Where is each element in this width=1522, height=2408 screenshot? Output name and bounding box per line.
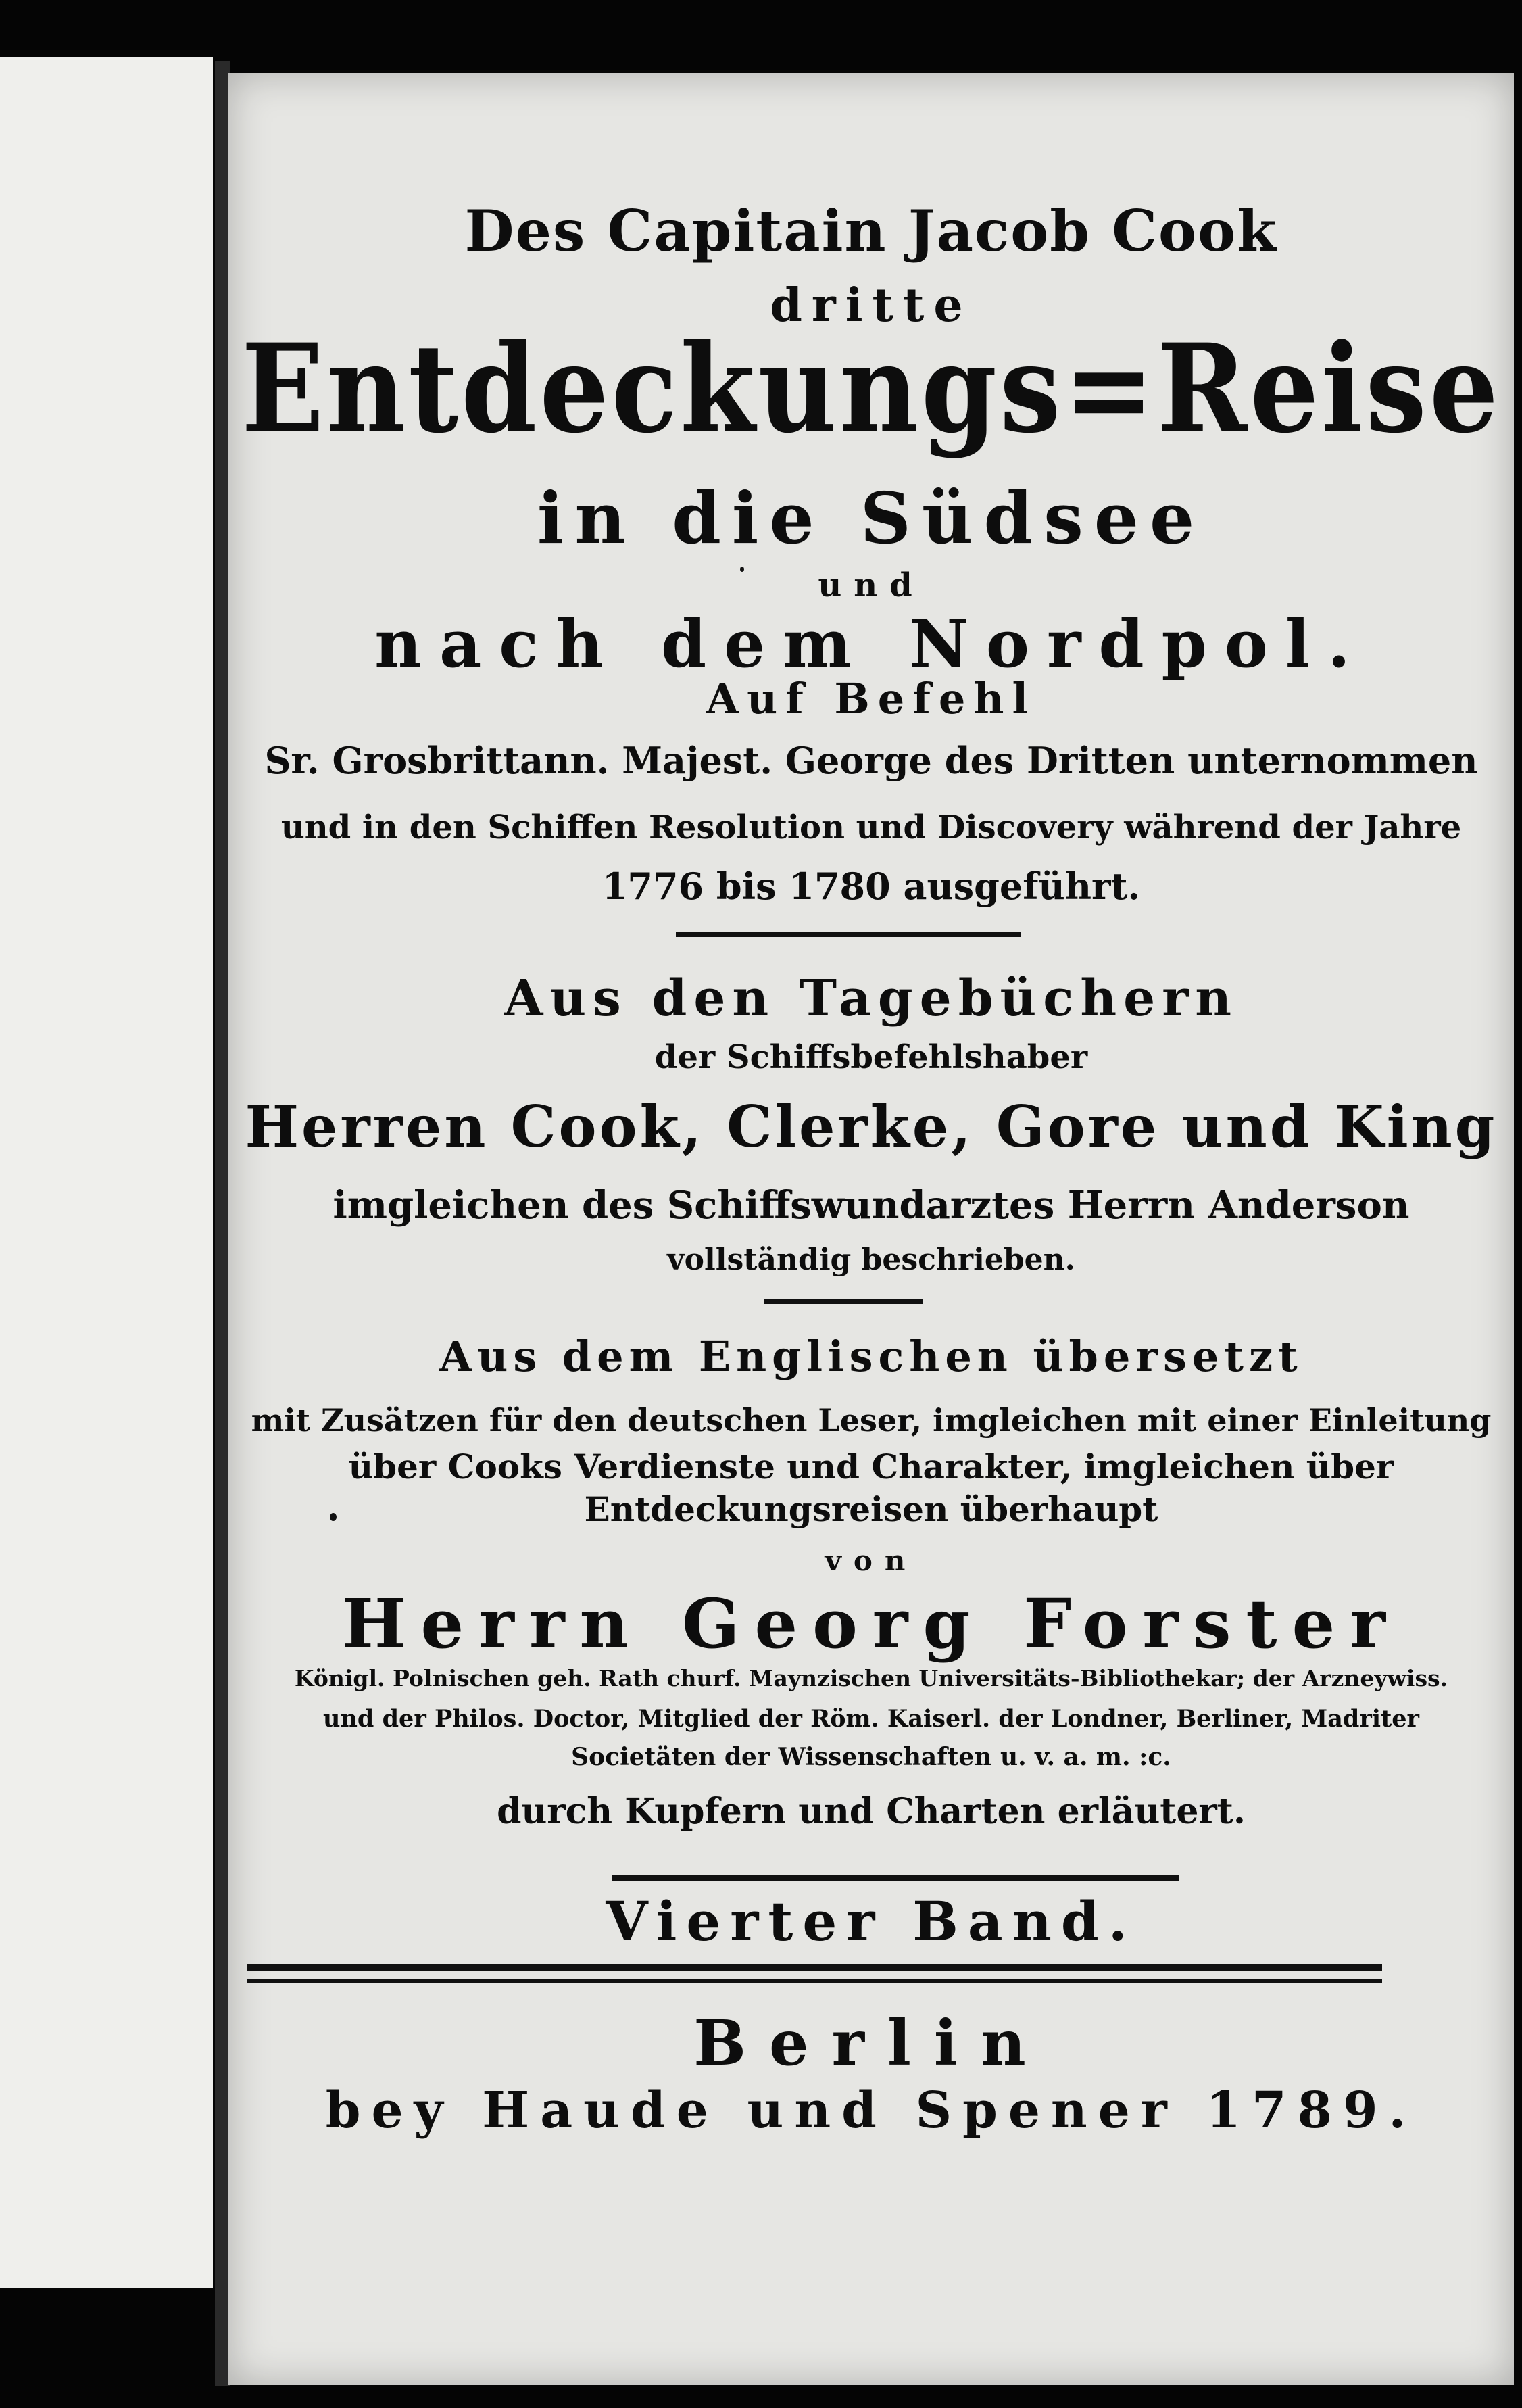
commission-line-3: und in den Schiffen Resolution und Discovery während der Jahre [280,809,1462,846]
source-line-2: der Schiffsbefehlshaber [654,1038,1088,1076]
credentials-line-3: Societäten der Wissenschaften u. v. a. m. :c. [571,1743,1171,1771]
commission-line-2: Sr. Grosbrittann. Majest. George des Dritten unternommen [264,739,1478,782]
place-line: Berlin [693,2006,1049,2079]
divider-1 [676,932,1021,937]
commission-line-1: Auf Befehl [706,674,1037,723]
credentials-line-1: Königl. Polnischen geh. Rath churf. Maynzischen Universitäts-Bibliothekar; der Arzneywiss. [294,1665,1448,1691]
title-line-2: dritte [770,279,973,333]
illustrations-line: durch Kupfern und Charten erläutert. [497,1791,1246,1832]
source-line-5: vollständig beschrieben. [667,1243,1075,1277]
double-rule-bottom [247,1979,1382,1983]
title-line-5: und [818,567,925,604]
divider-2 [764,1299,923,1304]
translation-line-1: Aus dem Englischen übersetzt [439,1332,1303,1381]
title-line-6: nach dem Nordpol. [374,606,1368,682]
facing-page-strip [0,57,213,2288]
source-line-4: imgleichen des Schiffswundarztes Herrn Anderson [333,1183,1410,1228]
translator-name: Herrn Georg Forster [342,1584,1400,1664]
commission-line-4: 1776 bis 1780 ausgeführt. [602,865,1141,908]
ink-speck [740,567,744,572]
double-rule-top [247,1964,1382,1971]
translation-line-3: über Cooks Verdienste und Charakter, imgleichen über [348,1447,1394,1487]
translation-line-2: mit Zusätzen für den deutschen Leser, imgleichen mit einer Einleitung [251,1402,1492,1439]
title-main: Entdeckungs=Reise [241,316,1501,460]
credentials-line-2: und der Philos. Doctor, Mitglied der Röm. Kaiserl. der Londner, Berliner, Madriter [323,1705,1419,1733]
title-line-1: Des Capitain Jacob Cook [464,197,1278,264]
volume-line: Vierter Band. [606,1889,1137,1953]
page-edge-shadow [215,61,230,2386]
divider-3 [612,1875,1179,1881]
source-line-1: Aus den Tagebüchern [504,969,1239,1028]
translation-line-5: von [825,1544,918,1577]
ink-speck [330,1513,337,1521]
publisher-line: bey Haude und Spener 1789. [325,2081,1417,2140]
source-line-3: Herren Cook, Clerke, Gore und King [245,1093,1498,1160]
translation-line-4: Entdeckungsreisen überhaupt [584,1489,1158,1529]
title-line-4: in die Südsee [537,477,1206,560]
